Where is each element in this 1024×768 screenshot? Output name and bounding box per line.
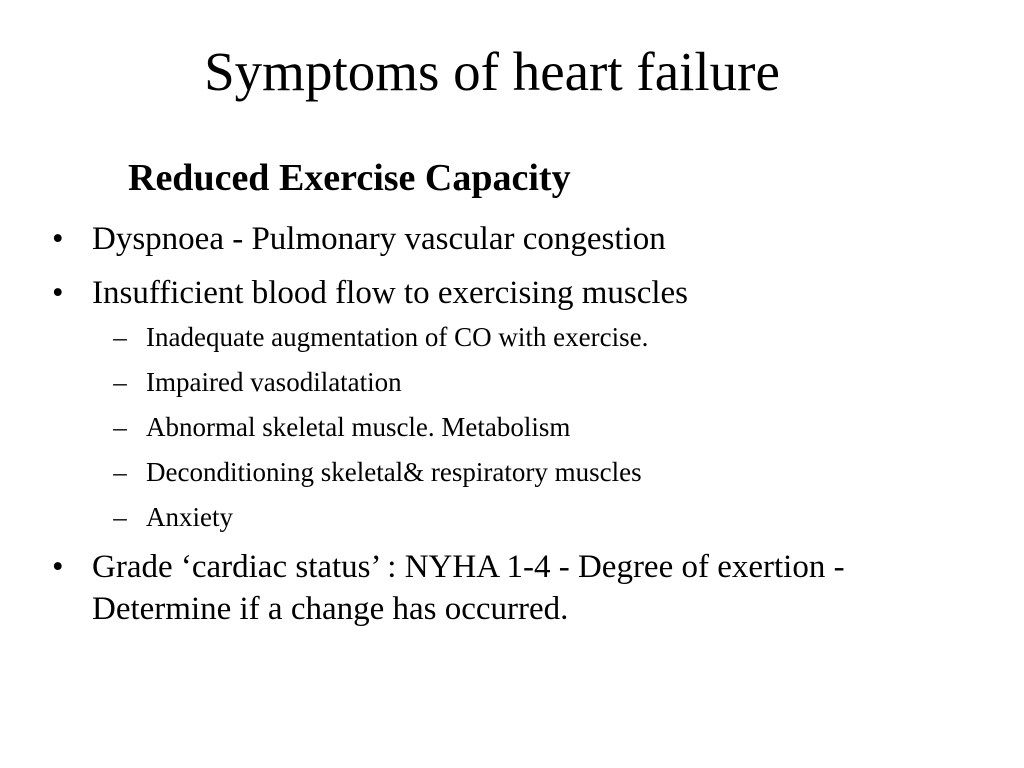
- sub-item-metabolism: [100, 410, 992, 444]
- sub-item-augmentation: [100, 320, 992, 354]
- sub-item-deconditioning: [100, 455, 992, 489]
- bullet-text: Insufficient blood flow to exercising muscles: [92, 275, 689, 311]
- dash-icon: –: [113, 412, 127, 442]
- dash-icon: –: [113, 502, 127, 532]
- sub-item-anxiety: [100, 500, 992, 534]
- dash-icon: –: [113, 367, 127, 397]
- slide-title: Symptoms of heart failure: [204, 41, 780, 102]
- bullet-icon: •: [52, 549, 64, 585]
- bullet-list: [52, 218, 992, 642]
- bullet-text: Dyspnoea - Pulmonary vascular congestion: [92, 221, 666, 257]
- slide-subtitle: Reduced Exercise Capacity: [128, 157, 571, 199]
- bullet-icon: •: [52, 221, 64, 257]
- dash-icon: –: [113, 457, 127, 487]
- bullet-item-nyha-grade: [52, 546, 992, 630]
- dash-icon: –: [113, 322, 127, 352]
- sub-item-vasodilatation: [100, 365, 992, 399]
- bullet-text: Grade ‘cardiac status’ : NYHA 1-4 - Degree of exertion - Determine if a change has occurred.: [92, 549, 845, 627]
- sub-item-text: Inadequate augmentation of CO with exercise.: [146, 322, 649, 352]
- sub-item-text: Anxiety: [146, 502, 233, 532]
- bullet-item-dyspnoea: [52, 218, 992, 260]
- sub-bullet-list: [92, 320, 992, 534]
- bullet-item-blood-flow: [52, 272, 992, 534]
- sub-item-text: Deconditioning skeletal& respiratory muscles: [146, 457, 642, 487]
- sub-item-text: Impaired vasodilatation: [146, 367, 402, 397]
- bullet-icon: •: [52, 275, 64, 311]
- sub-item-text: Abnormal skeletal muscle. Metabolism: [146, 412, 571, 442]
